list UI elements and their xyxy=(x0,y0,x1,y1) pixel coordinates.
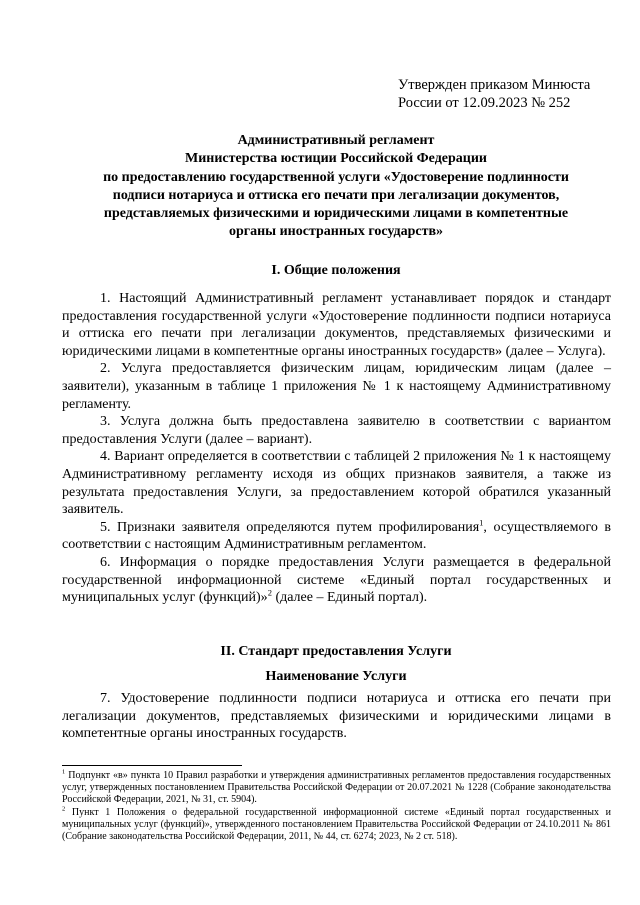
paragraph-5-text: 5. Признаки заявителя определяются путем профилирования xyxy=(100,519,480,535)
title-line: Министерства юстиции Российской Федерации xyxy=(185,151,487,167)
paragraph-7: 7. Удостоверение подлинности подписи нотариуса и оттиска его печати при легализации документов, представляемых физическими и юридическими лицами в компетентные органы иностранных государств. xyxy=(62,691,611,742)
footnote-separator xyxy=(62,765,242,766)
title-line: органы иностранных государств» xyxy=(228,224,444,240)
paragraph-6-text-end: (далее – Единый портал). xyxy=(271,590,428,606)
footnote-1 xyxy=(62,770,611,807)
document-title xyxy=(60,132,612,242)
footnotes xyxy=(62,770,611,843)
footnote-ref-2: 2 xyxy=(267,587,272,598)
footnote-2-number: 2 xyxy=(62,805,66,813)
title-line: Административный регламент xyxy=(237,133,435,148)
section-2-body xyxy=(62,690,611,743)
paragraph-4: 4. Вариант определяется в соответствии с таблицей 2 приложения № 1 к настоящему Административному регламенту исходя из общих признаков заявителя, а также из результата предоставления Услуги, за предоставлением которой обратился указанный заявитель. xyxy=(62,449,611,518)
footnote-2-text: Пункт 1 Положения о федеральной государственной информационной системе «Единый портал государственных и муниципальных услуг (функций)», утвержденного постановлением Правительства Российской Федерации от 24.10.2011 № 861 (Собрание законодательства Российской Федерации, 2011, № 44, ст. 6274; 2023, № 2 ст. 518). xyxy=(62,806,611,843)
paragraph-6-text: 6. Информация о порядке предоставления Услуги размещается в федеральной государственной информационной системе «Единый портал государственных и муниципальных услуг (функций)» xyxy=(62,554,611,606)
paragraph-1: 1. Настоящий Административный регламент устанавливает порядок и стандарт предоставления государственной услуги «Удостоверение подлинности подписи нотариуса и оттиска его печати при легализации документов, представляемых физическими и юридическими лицами в компетентные органы иностранных государств» (далее – Услуга). xyxy=(62,291,611,359)
footnote-1-number: 1 xyxy=(62,768,66,776)
approval-line-2: России от 12.09.2023 № 252 xyxy=(398,95,571,111)
footnote-ref-1: 1 xyxy=(479,517,484,528)
paragraph-3: 3. Услуга должна быть предоставлена заявителю в соответствии с вариантом предоставления Услуги (далее – вариант). xyxy=(62,414,611,447)
approval-stamp xyxy=(398,76,590,112)
title-line: представляемых физическими и юридическими лицами в компетентные xyxy=(103,206,569,222)
paragraph-6 xyxy=(62,554,611,607)
title-line: подписи нотариуса и оттиска его печати при легализации документов, xyxy=(112,187,560,203)
paragraph-2: 2. Услуга предоставляется физическим лицам, юридическим лицам (далее – заявители), указанным в таблице 1 приложения № 1 к настоящему Административному регламенту. xyxy=(62,361,611,412)
section-2-heading: II. Стандарт предоставления Услуги xyxy=(220,644,452,659)
paragraph-5 xyxy=(62,519,611,554)
approval-line-1: Утвержден приказом Минюста xyxy=(398,77,591,93)
footnote-1-text: Подпункт «в» пункта 10 Правил разработки и утверждения административных регламентов предоставления государственных услуг, утвержденных постановлением Правительства Российской Федерации от 20.07.2021 № 1228 (Собрание законодательства Российской Федерации, 2021, № 31, ст. 5904). xyxy=(62,770,611,806)
section-1-heading: I. Общие положения xyxy=(271,263,401,278)
section-2-subheading: Наименование Услуги xyxy=(265,669,407,684)
section-1-body xyxy=(62,290,611,607)
title-line: по предоставлению государственной услуги «Удостоверение подлинности xyxy=(103,169,569,185)
footnote-2 xyxy=(62,807,611,844)
paragraph-5-text-end: , осуществляемого в соответствии с настоящим Административным регламентом. xyxy=(62,519,611,553)
